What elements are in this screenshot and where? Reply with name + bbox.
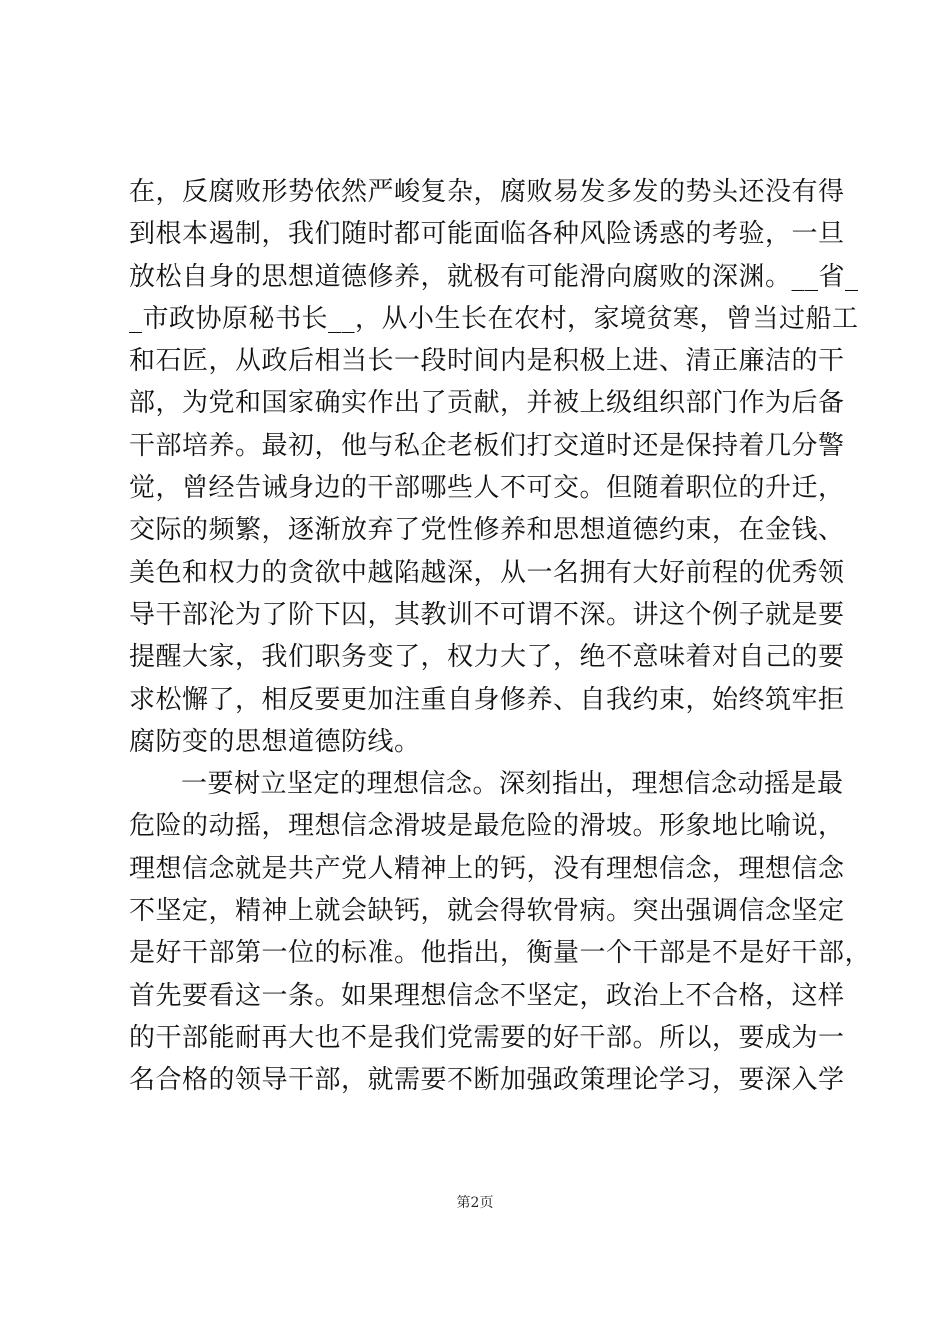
- text-line: 求松懈了，相反要更加注重自身修养、自我约束，始终筑牢拒: [129, 684, 845, 715]
- body-text: [129, 171, 872, 1102]
- text-line: 名合格的领导干部，就需要不断加强政策理论学习，要深入学: [129, 1065, 845, 1096]
- text-line: 觉，曾经告诫身边的干部哪些人不可交。但随着职位的升迁，: [129, 473, 845, 504]
- text-line: 一要树立坚定的理想信念。深刻指出，理想信念动摇是最: [181, 769, 844, 800]
- text-line: 理想信念就是共产党人精神上的钙，没有理想信念，理想信念: [129, 853, 845, 884]
- text-line: 交际的频繁，逐渐放弃了党性修养和思想道德约束，在金钱、: [129, 515, 845, 546]
- text-line: 提醒大家，我们职务变了，权力大了，绝不意味着对自己的要: [129, 642, 845, 673]
- text-line: 放松自身的思想道德修养，就极有可能滑向腐败的深渊。__省_: [129, 261, 859, 292]
- page-number: 第2页: [456, 1195, 494, 1211]
- text-line: 美色和权力的贪欲中越陷越深，从一名拥有大好前程的优秀领: [129, 557, 845, 588]
- text-line: 到根本遏制，我们随时都可能面临各种风险诱惑的考验，一旦: [129, 219, 845, 250]
- text-line: 首先要看这一条。如果理想信念不坚定，政治上不合格，这样: [129, 980, 845, 1011]
- text-line: 在，反腐败形势依然严峻复杂，腐败易发多发的势头还没有得: [129, 177, 845, 207]
- text-line: 不坚定，精神上就会缺钙，就会得软骨病。突出强调信念坚定: [129, 896, 845, 927]
- text-line: 部，为党和国家确实作出了贡献，并被上级组织部门作为后备: [129, 388, 845, 419]
- text-line: 和石匠，从政后相当长一段时间内是积极上进、清正廉洁的干: [129, 346, 845, 377]
- text-line: 腐防变的思想道德防线。: [129, 726, 421, 757]
- text-line: 干部培养。最初，他与私企老板们打交道时还是保持着几分警: [129, 430, 845, 461]
- text-line: 的干部能耐再大也不是我们党需要的好干部。所以，要成为一: [129, 1022, 845, 1053]
- text-line: _市政协原秘书长__，从小生长在农村，家境贫寒，曾当过船工: [129, 303, 859, 334]
- text-line: 是好干部第一位的标准。他指出，衡量一个干部是不是好干部，: [129, 938, 872, 969]
- text-line: 危险的动摇，理想信念滑坡是最危险的滑坡。形象地比喻说，: [129, 811, 845, 842]
- text-line: 导干部沦为了阶下囚，其教训不可谓不深。讲这个例子就是要: [129, 599, 845, 630]
